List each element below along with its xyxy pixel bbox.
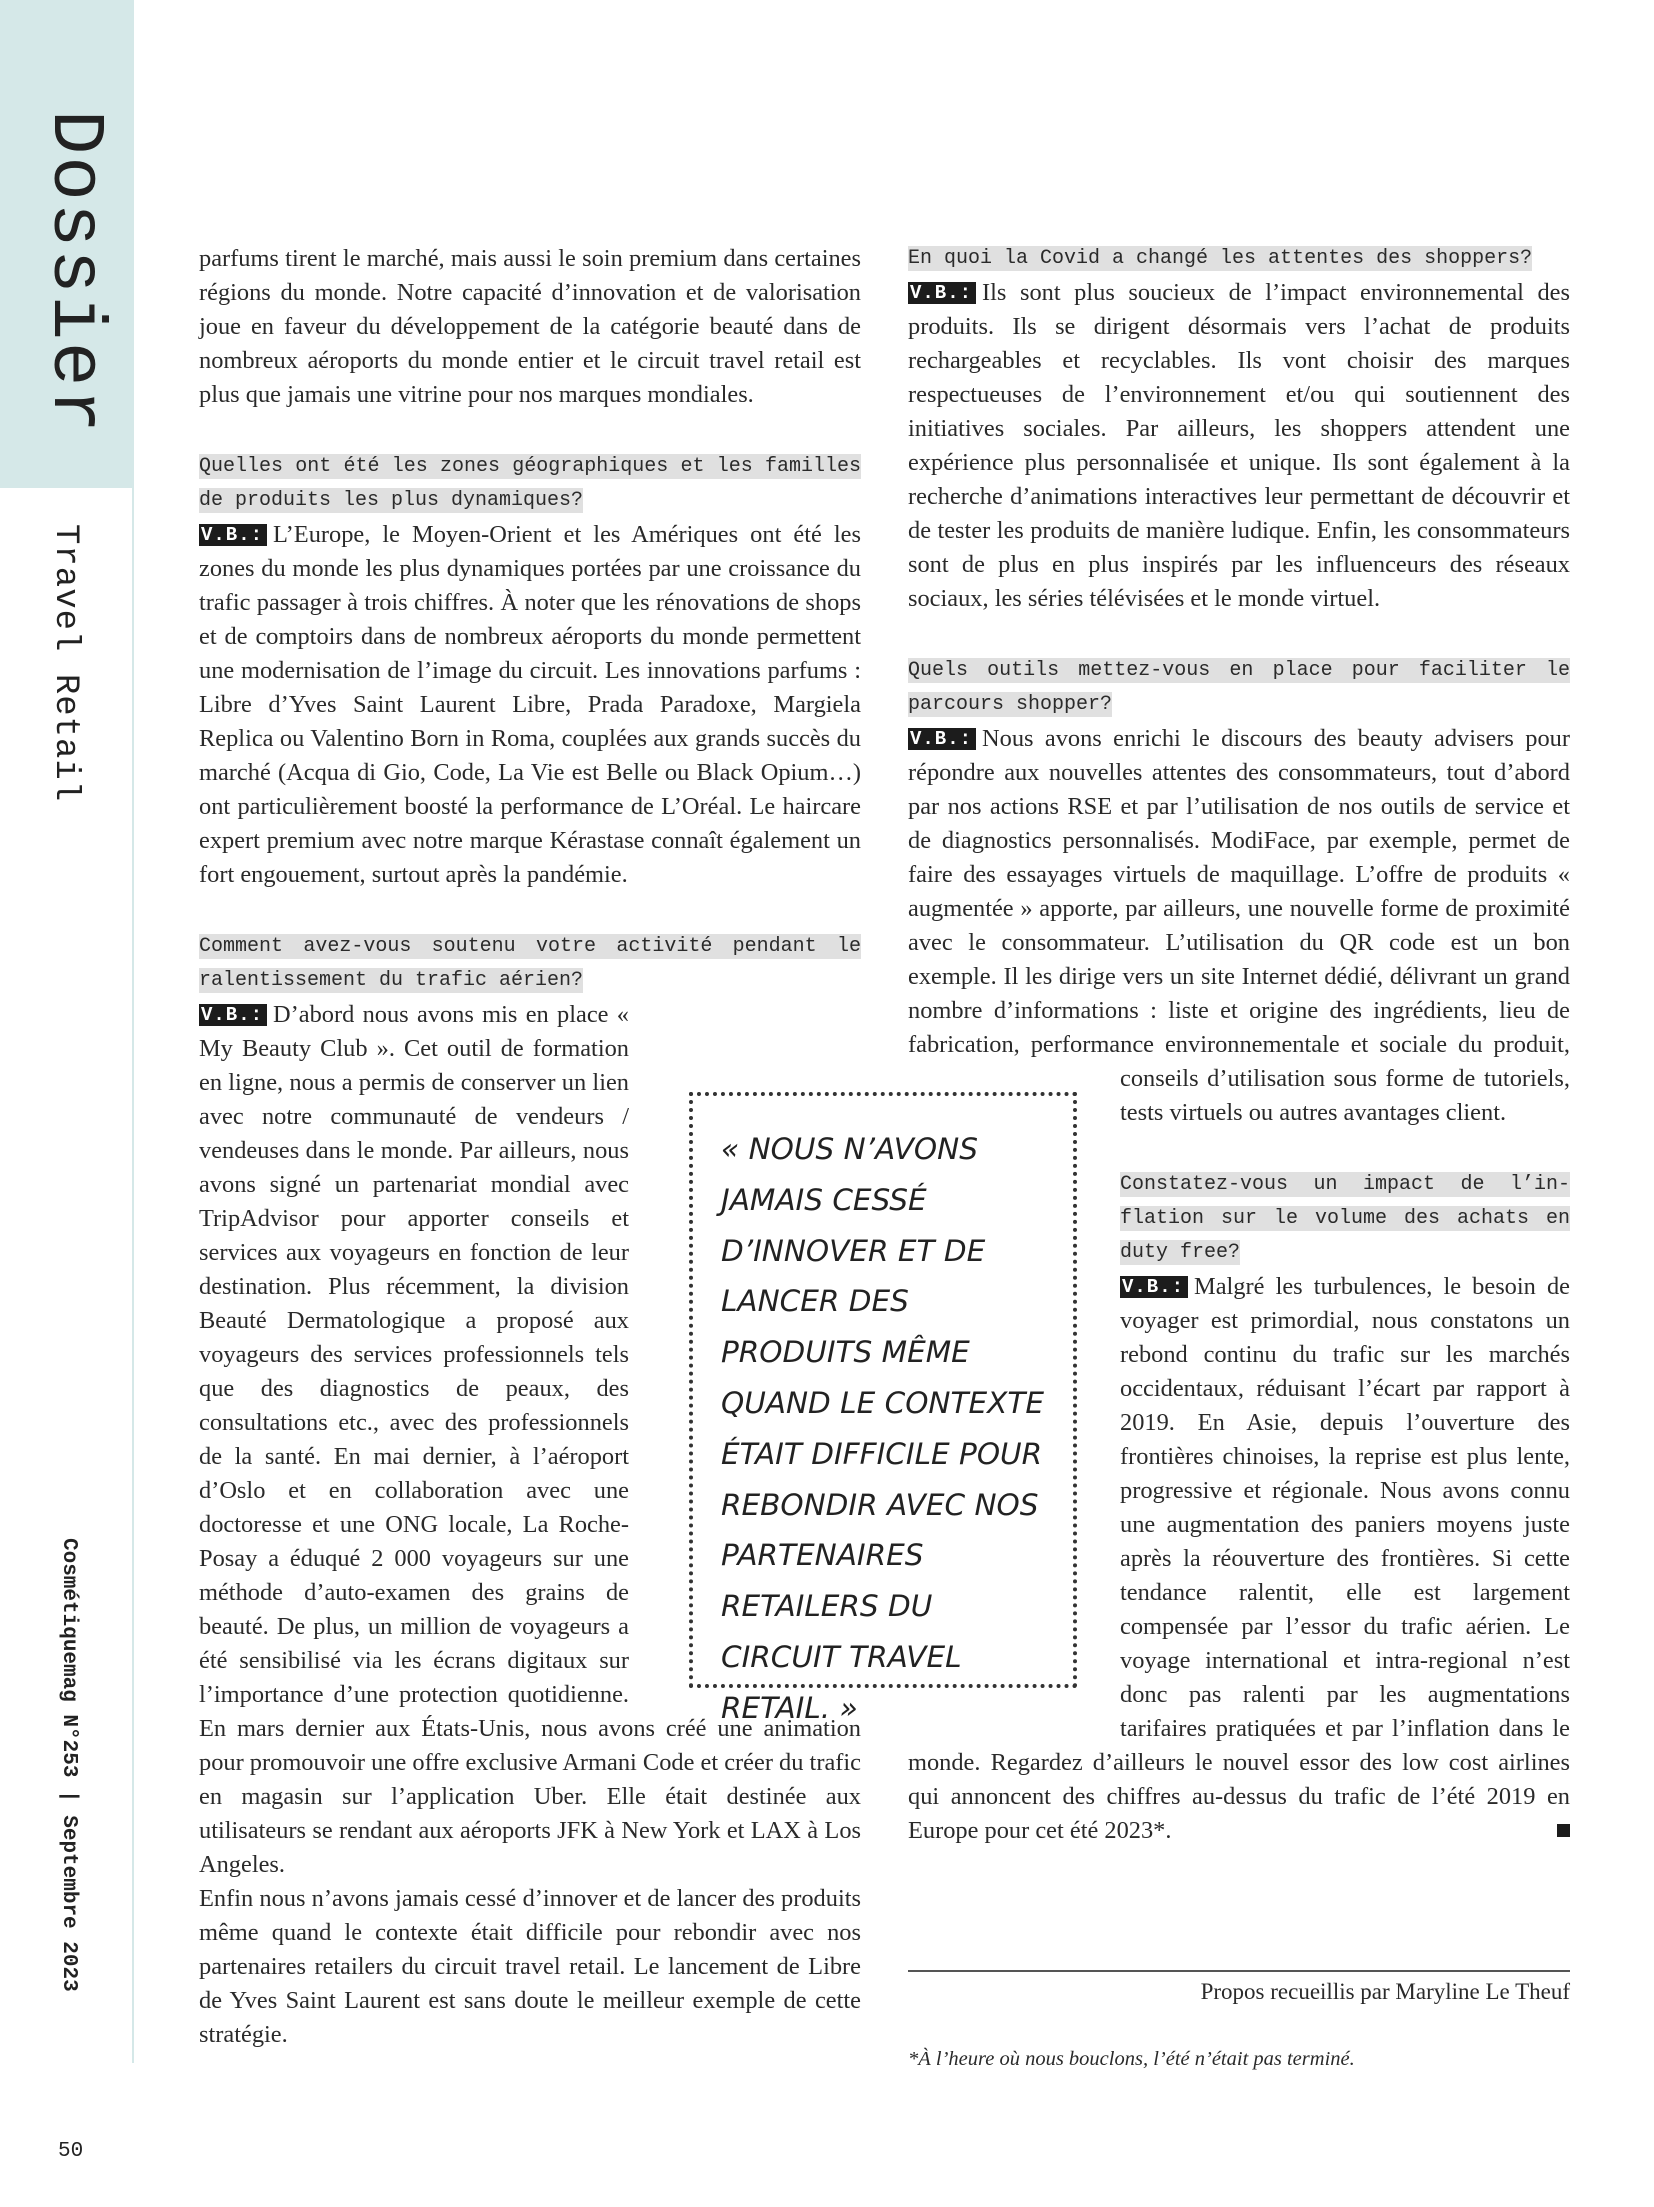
answer-text: L’Europe, le Moyen-Orient et les Amériques ont été les zones du monde les plus dynamiques portées par une croissance du trafic passager à trois chiffres. À noter que les rénovations de shops et de comptoirs dans de nombreux aéroports du monde permettent une modernisation de l’image du circuit. Les innovations parfums : Libre d’Yves Saint Laurent Libre, Prada Paradoxe, Margiela Replica ou Valentino Born in Roma, couplées aux grands succès du marché (Acqua di Gio, Code, La Vie est Belle ou Black Opium…) ont particulièrement boosté la performance de L’Oréal. Le haircare expert premium avec notre marque Kérastase connaît également un fort engouement, surtout après la pandémie. [199,521,861,888]
sidebar-rule [132,488,134,2063]
question-text: Quelles ont été les zones géographiques et les familles de produits les plus dynamiques? [199,455,861,512]
speaker-tag: V.B.: [908,282,976,304]
answer-geographic-zones [199,518,861,892]
pull-quote: « NOUS N’AVONS JAMAIS CESSÉ D’INNOVER ET DE LANCER DES PRODUITS MÊME QUAND LE CONTEXTE ÉTAIT DIFFICILE POUR REBONDIR AVEC NOS PARTENAIRES RETAILERS DU CIRCUIT TRAVEL RETAIL. » [689,1092,1077,1688]
question-text: En quoi la Covid a changé les attentes des shoppers? [908,247,1533,270]
answer-activity-support-end: Enfin nous n’avons jamais cessé d’innover et de lancer des produits même quand le contexte était difficile pour rebondir avec nos partenaires retailers du circuit travel retail. Le lancement de Libre de Yves Saint Laurent est sans doute le meilleur exemple de cette stratégie. [199,1885,861,2048]
speaker-tag: V.B.: [908,728,976,750]
answer-text: Nous avons enrichi le discours des beauty advisers pour répondre aux nouvelles attentes des consommateurs, tout d’abord par nos actions RSE et par l’utilisation de nos outils de service et de diagnostics personnalisés. ModiFace, par exemple, permet de faire des essayages virtuels de maquillage. L’offre de produits « augmentée » apporte, par ailleurs, une nouvelle forme de proximité avec le consommateur. L’utilisation du QR code est un bon exemple. Il les dirige vers un site Internet dédié, délivrant un grand nombre d’informations : liste et origine des ingrédients, lieu de fabrication, performance environnementale et sociale du produit, conseils d’utilisation sous forme de tutoriels, tests virtuels ou autres avantages client. [908,725,1570,1126]
speaker-tag: V.B.: [199,1004,267,1026]
speaker-tag: V.B.: [1120,1276,1188,1298]
magazine-issue-label: Cosmétiquemag N°253 | Septembre 2023 [57,1538,80,1992]
answer-shopper-tools [908,722,1570,1130]
question-text: Comment avez-vous soutenu votre activité pendant le ralentissement du trafic aérien? [199,935,861,992]
answer-text: Malgré les turbulences, le besoin de voyager est primordial, nous constatons un rebond continu du trafic sur les marchés occidentaux, réduisant l’écart par rapport à 2019. En Asie, depuis l’ouverture des frontières chinoises, la reprise est plus lente, progressive et régionale. Nous avons connu une augmentation des paniers moyens juste après la réouverture des frontières. Si cette tendance ralentit, elle est largement compensée par l’essor du trafic aérien. Le voyage international et intra-regional n’est donc pas ralenti par les augmentations tarifaires pratiquées et par l’inflation dans le monde. Regardez d’ailleurs le nouvel essor des low cost airlines qui annoncent des chiffres au-dessus du trafic de l’été 2019 en Europe pour cet été 2023*. [908,1273,1570,1844]
footnote: *À l’heure où nous bouclons, l’été n’était pas terminé. [908,2048,1355,2070]
speaker-tag: V.B.: [199,524,267,546]
credit-divider [908,1970,1570,1972]
question-text: Constatez-vous un impact de l’inflation sur le volume des achats en duty free? [1120,1173,1570,1264]
right-column [908,242,1570,1848]
question-activity-support [199,930,861,998]
question-covid-expectations [908,242,1570,276]
question-geographic-zones [199,450,861,518]
page-number: 50 [58,2140,84,2163]
section-tab-title: Dossier [32,110,116,435]
answer-text: Ils sont plus soucieux de l’impact environnemental des produits. Ils se dirigent désormais vers l’achat de produits rechargeables et recyclables. Ils vont choisir des marques respectueuses de l’environnement et/ou qui soutiennent des initiatives sociales. Par ailleurs, les shoppers attendent une expérience plus personnalisée et unique. Ils sont également à la recherche d’animations interactives leur permettant de découvrir et de tester les produits de manière ludique. Enfin, les consommateurs sont de plus en plus inspirés par les influenceurs des réseaux sociaux, les séries télévisées et le monde virtuel. [908,279,1570,612]
intro-paragraph: parfums tirent le marché, mais aussi le soin premium dans certaines régions du monde. Notre capacité d’innovation et de valorisation joue en faveur du développement de la catégorie beauté dans de nombreux aéroports du monde entier et le circuit travel retail est plus que jamais une vitrine pour nos marques mondiales. [199,245,861,408]
pullquote-space [908,1094,1120,1734]
question-text: Quels outils mettez-vous en place pour faciliter le parcours shopper? [908,659,1570,716]
interview-credit: Propos recueillis par Maryline Le Theuf [1200,1979,1570,2004]
section-tab [0,0,134,488]
answer-text: D’abord nous avons mis en place « My Beauty Club ». Cet outil de formation en ligne, nous a permis de conserver un lien avec notre communauté de vendeurs / vendeuses dans le monde. Par ailleurs, nous avons signé un partenariat mondial avec TripAdvisor pour apporter conseils et services aux voyageurs en fonction de leur destination. Plus récemment, la division Beauté Dermatologique a proposé aux voyageurs des services professionnels tels que des diagnostics de peaux, des consultations etc., avec des professionnels de la santé. En mai dernier, à l’aéroport d’Oslo et en collaboration avec une doctoresse et une ONG locale, La Roche-Posay a éduqué 2 000 voyageurs sur une méthode d’auto-examen des grains de beauté. De plus, un million de voyageurs a été sensibilisé via les écrans digitaux sur l’importance d’une protection quotidienne. En mars dernier aux États-Unis, nous avons créé une animation pour promouvoir une offre exclusive Armani Code et créer du trafic en magasin sur l’application Uber. Elle était destinée aux utilisateurs se rendant aux aéroports JFK à New York et LAX à Los Angeles. [199,1001,861,1878]
answer-covid-expectations [908,276,1570,616]
question-shopper-tools [908,654,1570,722]
end-of-article-mark [1557,1824,1570,1837]
section-label: Travel Retail [46,524,84,803]
